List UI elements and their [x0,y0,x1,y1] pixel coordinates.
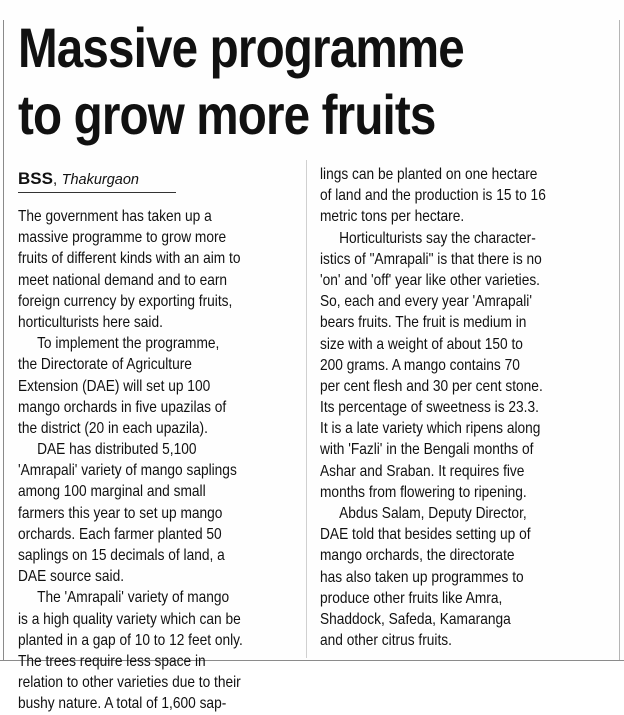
body-line: among 100 marginal and small [18,483,206,501]
body-line: has also taken up programmes to [320,568,524,586]
body-line: lings can be planted on one hectare [320,166,538,183]
body-line: bushy nature. A total of 1,600 sap- [18,695,227,713]
body-line: Shaddock, Safeda, Kamaranga [320,610,511,628]
body-line: metric tons per hectare. [320,208,465,226]
body-line: produce other fruits like Amra, [320,589,503,607]
body-line: with 'Fazli' in the Bengali months of [320,441,534,459]
body-line: massive programme to grow more [18,229,227,247]
body-line: Ashar and Sraban. It requires five [320,462,525,480]
body-line: 'on' and 'off' year like other varieties. [320,271,540,289]
body-line: size with a weight of about 150 to [320,335,523,353]
body-line: farmers this year to set up mango [18,504,223,522]
byline-underline [18,192,176,193]
clipping-border-right [619,20,620,660]
body-line: DAE source said. [18,568,125,586]
body-line: is a high quality variety which can be [18,610,241,628]
body-line: planted in a gap of 10 to 12 feet only. [18,631,243,649]
body-line: So, each and every year 'Amrapali' [320,293,532,311]
article-column-1 [18,206,300,715]
body-line: fruits of different kinds with an aim to [18,250,241,268]
article-column-2 [320,164,602,651]
headline-line-2: to grow more fruits [18,83,436,146]
byline-separator: , [52,171,58,188]
body-line: Extension (DAE) will set up 100 [18,377,211,395]
body-line: foreign currency by exporting fruits, [18,292,233,310]
body-line: the district (20 in each upazila). [18,419,208,437]
headline [18,14,528,148]
body-line: horticulturists here said. [18,313,163,331]
byline-agency: BSS [18,169,53,188]
body-line: relation to other varieties due to their [18,674,241,692]
body-line: per cent flesh and 30 per cent stone. [320,377,543,395]
body-line: the Directorate of Agriculture [18,356,192,374]
body-line: It is a late variety which ripens along [320,420,541,438]
body-line: meet national demand and to earn [18,271,228,289]
body-line: istics of "Amrapali" is that there is no [320,250,542,268]
body-line: 200 grams. A mango contains 70 [320,356,520,374]
body-line: To implement the programme, [18,335,220,353]
clipping-border-left [3,20,4,660]
body-line: DAE told that besides setting up of [320,526,531,544]
body-line: orchards. Each farmer planted 50 [18,525,222,543]
body-line: Horticulturists say the character- [320,229,536,247]
headline-line-1: Massive programme [18,16,464,79]
body-line: of land and the production is 15 to 16 [320,187,546,205]
body-line: bears fruits. The fruit is medium in [320,314,527,332]
body-line: saplings on 15 decimals of land, a [18,547,225,564]
byline-place: Thakurgaon [61,172,139,188]
body-line: months from flowering to ripening. [320,483,527,501]
body-line: Abdus Salam, Deputy Director, [320,505,527,522]
body-line: The 'Amrapali' variety of mango [18,589,230,607]
body-line: and other citrus fruits. [320,632,452,650]
body-line: Its percentage of sweetness is 23.3. [320,399,539,417]
column-divider [306,160,307,658]
body-line: mango orchards, the directorate [320,547,515,565]
body-line: The government has taken up a [18,208,212,225]
body-line: mango orchards in five upazilas of [18,398,227,416]
body-line: The trees require less space in [18,652,206,670]
body-line: 'Amrapali' variety of mango saplings [18,462,237,480]
body-line: DAE has distributed 5,100 [18,441,197,459]
byline [18,169,139,189]
